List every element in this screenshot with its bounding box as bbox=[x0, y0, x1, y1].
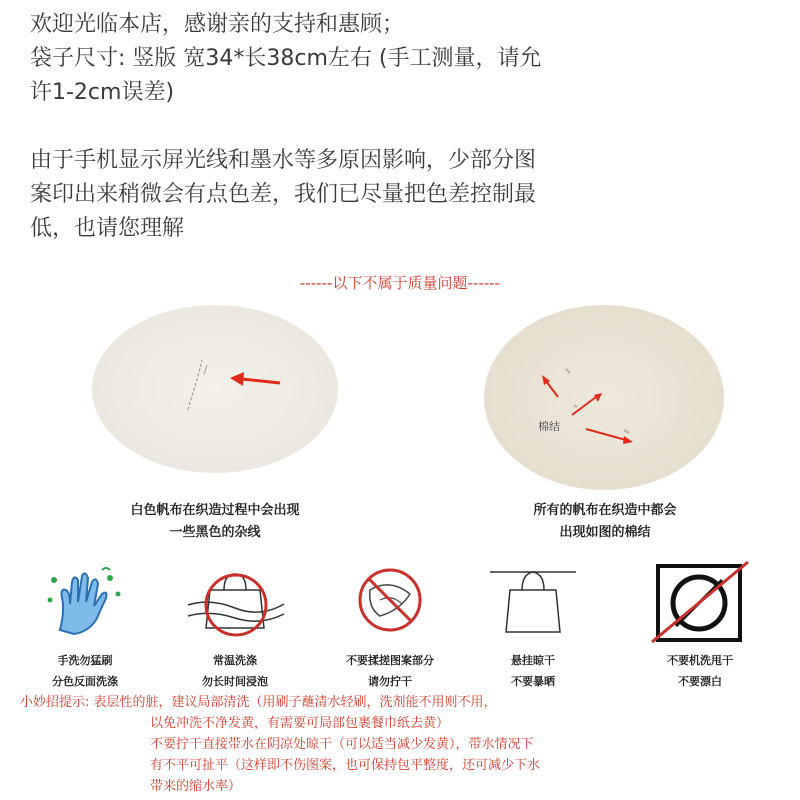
hand-wash-icon bbox=[40, 560, 130, 640]
knot-label: 棉结 bbox=[538, 420, 560, 433]
canvas-knot-photo bbox=[484, 305, 724, 490]
size-line: 袋子尺寸: 竖版 宽34*长38cm左右 (手工测量，请允 bbox=[30, 46, 542, 71]
care-label-hang-dry: 悬挂晾干 不要暴晒 bbox=[511, 654, 555, 688]
tip-line-5: 带来的缩水率） bbox=[150, 779, 242, 794]
arrow-icon bbox=[546, 381, 558, 397]
care-tips bbox=[20, 692, 790, 797]
color-note-line-3: 低，也请您理解 bbox=[30, 216, 185, 241]
tip-line-1: 小妙招提示: 表层性的脏，建议局部清洗（用刷子蘸清水轻刷，洗剂能不用则不用， bbox=[20, 695, 497, 710]
intro-text bbox=[30, 8, 790, 246]
no-wring-icon bbox=[340, 560, 440, 640]
spacer bbox=[30, 110, 790, 144]
color-note-line-1: 由于手机显示屏光线和墨水等多原因影响，少部分图 bbox=[30, 148, 537, 173]
soak-icon bbox=[180, 560, 290, 640]
care-label-no-wring: 不要揉搓图案部分 请勿拧干 bbox=[346, 654, 434, 688]
not-quality-issue-divider: ------以下不属于质量问题------ bbox=[300, 274, 500, 292]
knot-arrows-illustration bbox=[484, 305, 724, 490]
stray-thread-illustration bbox=[92, 305, 338, 473]
arrow-icon bbox=[242, 379, 280, 383]
care-label-no-machine: 不要机洗甩干 不要漂白 bbox=[667, 654, 733, 688]
size-tolerance-line: 许1-2cm误差) bbox=[30, 80, 175, 105]
care-label-soak: 常温洗涤 勿长时间浸泡 bbox=[202, 654, 268, 688]
right-fabric-caption: 所有的帆布在织造中都会 出现如图的棉结 bbox=[533, 503, 677, 540]
no-machine-wash-icon bbox=[650, 560, 750, 644]
hang-dry-icon bbox=[488, 560, 578, 640]
care-label-hand-wash: 手洗勿猛刷 分色反面洗涤 bbox=[52, 654, 118, 688]
left-fabric-caption: 白色帆布在织造过程中会出现 一些黑色的杂线 bbox=[130, 503, 300, 540]
arrow-icon bbox=[586, 429, 626, 440]
color-note-line-2: 案印出来稍微会有点色差，我们已尽量把色差控制最 bbox=[30, 182, 537, 207]
tip-line-2: 以免冲洗不净发黄，有需要可局部包裹餐巾纸去黄） bbox=[150, 716, 450, 731]
white-canvas-thread-photo bbox=[92, 305, 338, 473]
tip-line-3: 不要拧干直接带水在阴凉处晾干（可以适当减少发黄），带水情况下 bbox=[150, 737, 534, 752]
greeting-line: 欢迎光临本店，感谢亲的支持和惠顾； bbox=[30, 12, 405, 37]
tip-line-4: 有不平可扯平（这样即不伤图案，也可保持包平整度，还可减少下水 bbox=[150, 758, 541, 773]
